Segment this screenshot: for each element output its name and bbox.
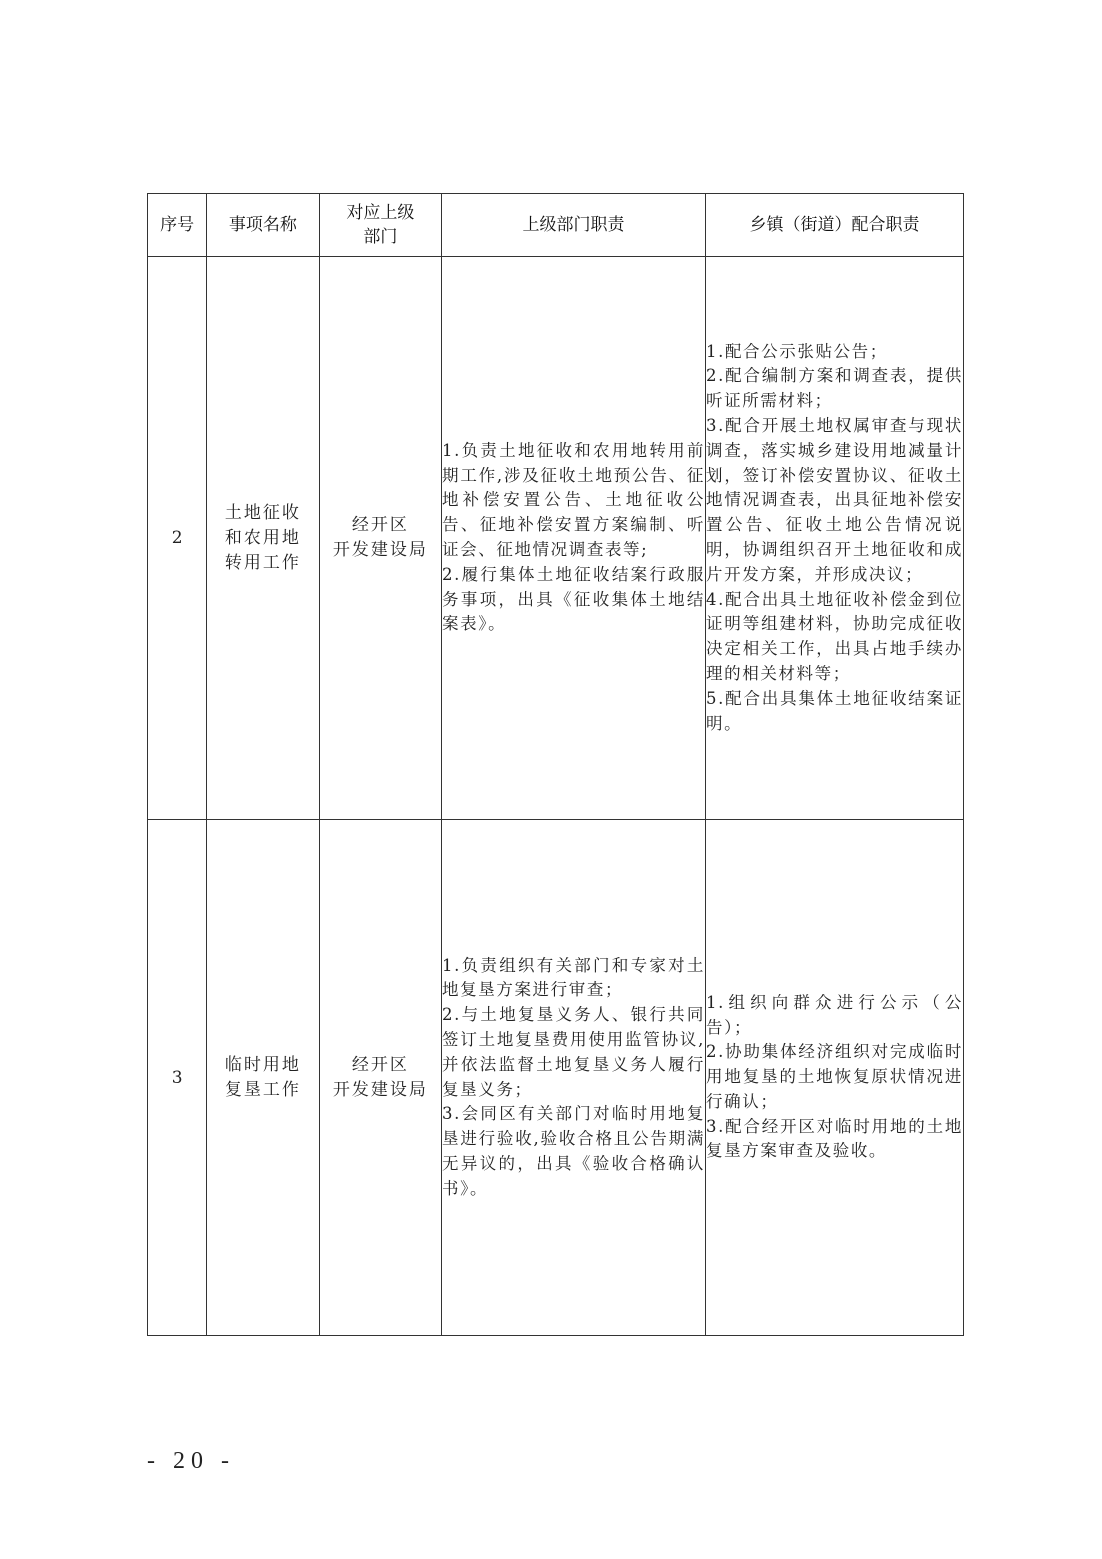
table-row (148, 820, 964, 1336)
page-number: - 20 - (147, 1448, 235, 1474)
dept-line: 开发建设局 (332, 540, 428, 560)
header-item-name: 事项名称 (207, 194, 319, 257)
row-township-duties (706, 257, 964, 820)
name-line: 复垦工作 (224, 1079, 301, 1100)
duty-item: 2.配合编制方案和调查表，提供听证所需材料； (706, 366, 963, 411)
row-superior-duties (442, 257, 706, 820)
name-line: 转用工作 (224, 552, 301, 573)
row-superior-duties (442, 820, 706, 1336)
row-superior-dept (319, 820, 441, 1336)
duty-item: 2.履行集体土地征收结案行政服务事项，出具《征收集体土地结案表》。 (442, 564, 706, 634)
header-superior-dept-line2: 部门 (363, 227, 398, 247)
table-row (148, 257, 964, 820)
duty-item: 1.配合公示张贴公告； (706, 341, 888, 361)
duty-item: 1.组织向群众进行公示（公告）； (706, 992, 963, 1037)
table-header-row (148, 194, 964, 257)
name-line: 临时用地 (224, 1054, 301, 1075)
responsibility-table (147, 193, 964, 1336)
dept-line: 经开区 (351, 1054, 409, 1075)
dept-line: 开发建设局 (332, 1079, 428, 1100)
dept-line: 经开区 (351, 515, 409, 535)
duty-item: 1.负责土地征收和农用地转用前期工作,涉及征收土地预公告、征地补偿安置公告、土地征收公告、征地补偿安置方案编制、听证会、征地情况调查表等; (442, 440, 706, 559)
duty-item: 5.配合出具集体土地征收结案证明。 (706, 688, 963, 733)
row-item-name (207, 820, 319, 1336)
duty-item: 2.协助集体经济组织对完成临时用地复垦的土地恢复原状情况进行确认； (706, 1042, 963, 1111)
name-line: 土地征收 (224, 502, 301, 523)
name-line: 和农用地 (224, 527, 301, 548)
header-township-duties: 乡镇（街道）配合职责 (706, 194, 964, 257)
duty-item: 4.配合出具土地征收补偿金到位证明等组建材料，协助完成征收决定相关工作，出具占地手续办理的相关材料等； (706, 589, 963, 683)
header-superior-dept-line1: 对应上级 (346, 203, 415, 223)
row-item-name (207, 257, 319, 820)
duty-item: 3.配合经开区对临时用地的土地复垦方案审查及验收。 (706, 1116, 963, 1161)
header-superior-dept (319, 194, 441, 257)
duty-item: 1.负责组织有关部门和专家对土地复垦方案进行审查； (442, 955, 706, 1000)
row-superior-dept (319, 257, 441, 820)
row-index: 3 (148, 820, 207, 1336)
header-index: 序号 (148, 194, 207, 257)
duty-item: 3.配合开展土地权属审查与现状调查，落实城乡建设用地减量计划，签订补偿安置协议、征收土地情况调查表，出具征地补偿安置公告、征收土地公告情况说明，协调组织召开土地征收和成片开发方案，并形成决议； (706, 416, 963, 584)
duty-item: 3.会同区有关部门对临时用地复垦进行验收,验收合格且公告期满无异议的，出具《验收合格确认书》。 (442, 1104, 706, 1198)
header-superior-duties: 上级部门职责 (442, 194, 706, 257)
duty-item: 2.与土地复垦义务人、银行共同签订土地复垦费用使用监管协议,并依法监督土地复垦义务人履行复垦义务； (442, 1005, 706, 1099)
row-township-duties (706, 820, 964, 1336)
row-index: 2 (148, 257, 207, 820)
